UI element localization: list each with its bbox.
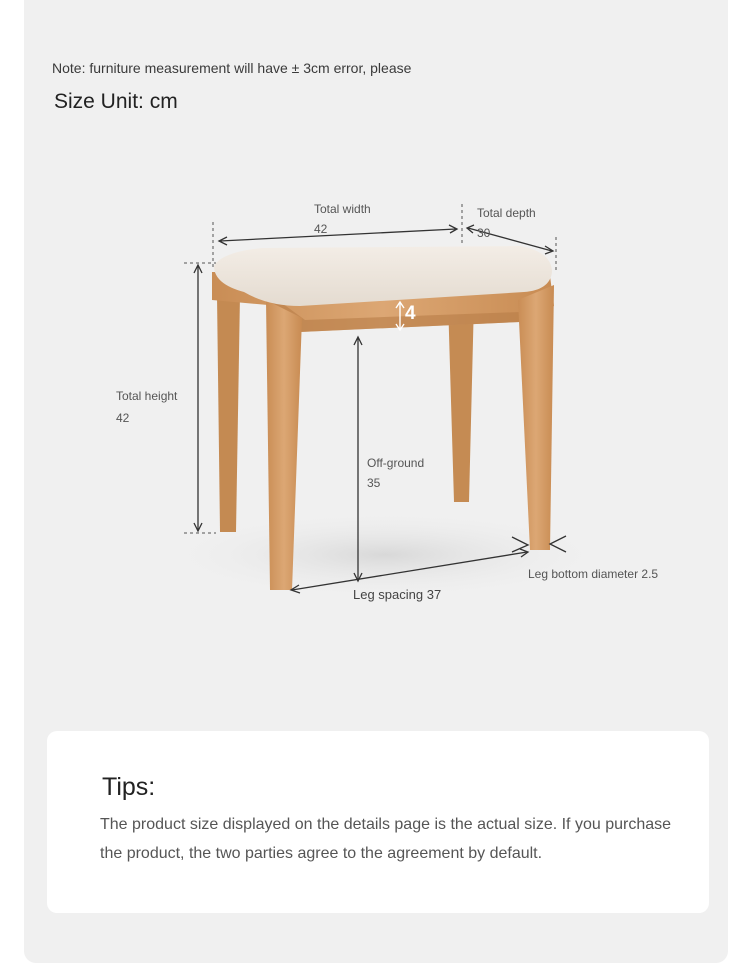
back-left-leg <box>217 295 240 532</box>
front-right-leg <box>518 285 554 550</box>
measurement-note: Note: furniture measurement will have ± 3cm error, please <box>52 60 412 76</box>
tips-panel <box>47 731 709 913</box>
total-height-label: Total height 42 <box>116 389 178 425</box>
off-ground-label: Off-ground 35 <box>367 456 425 490</box>
size-unit-heading: Size Unit: cm <box>54 90 178 113</box>
total-depth-label: Total depth 30 <box>477 206 536 240</box>
tips-body: The product size displayed on the details page is the actual size. If you purchase the product, the two parties agree to the agreement by default. <box>100 816 672 862</box>
leg-bottom-diameter-label: Leg bottom diameter 2.5 <box>528 567 659 581</box>
tips-title: Tips: <box>102 773 156 801</box>
total-width-label: Total width 42 <box>314 202 371 236</box>
seat-thickness-value: 4 <box>405 303 416 324</box>
back-right-leg <box>448 300 474 502</box>
leg-spacing-label: Leg spacing 37 <box>353 587 442 602</box>
